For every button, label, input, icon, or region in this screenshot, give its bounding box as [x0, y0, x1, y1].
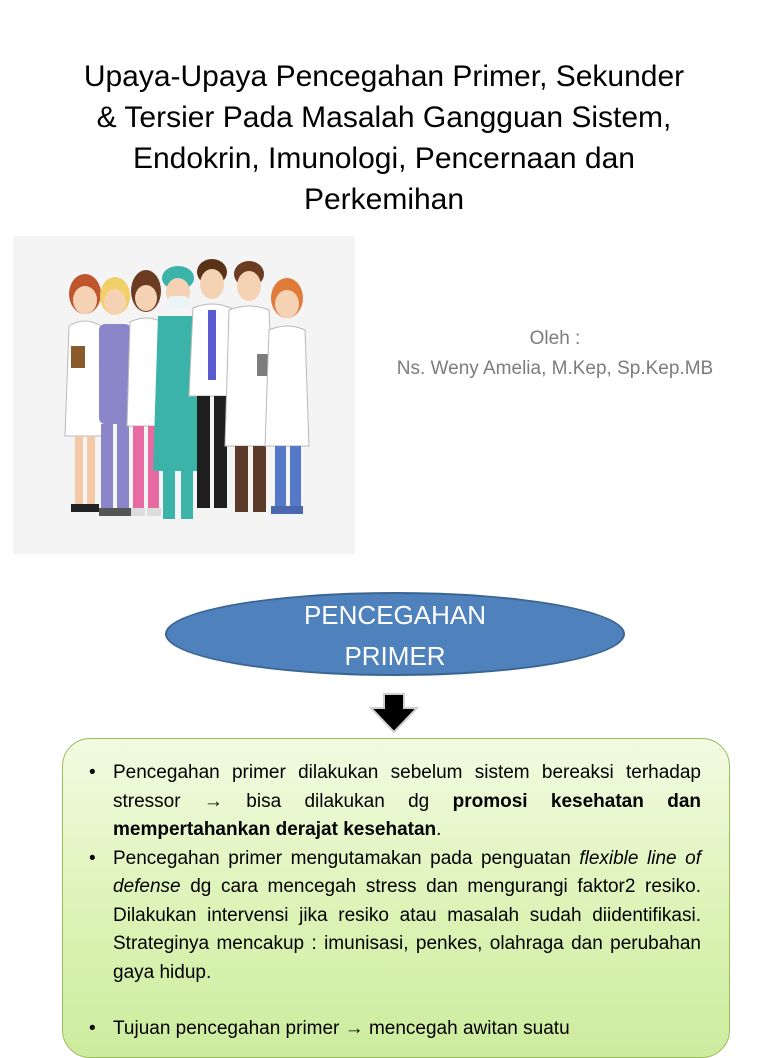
bullet-list: [63, 739, 729, 1044]
medical-team-image: [13, 236, 355, 554]
person-nurse-2: [99, 277, 131, 516]
slide-title-line: Perkemihan: [303, 183, 465, 216]
bullet-item: • Pencegahan primer mengutamakan pada penguatan flexible line of defense dg cara mencegah stress dan mengurangi faktor2 resiko. Dilakukan intervensi jika resiko atau masalah sudah diidentifikasi. Strateginya mencakup : imunisasi, penkes, olahraga dan perubahan gaya hidup.: [113, 845, 701, 988]
oval-line: PRIMER: [344, 641, 446, 671]
slide-title-line: Endokrin, Imunologi, Pencernaan dan: [132, 142, 635, 175]
slide-title-line: Upaya-Upaya Pencegahan Primer, Sekunder: [83, 60, 685, 93]
author-name: Ns. Weny Amelia, M.Kep, Sp.Kep.MB: [396, 358, 714, 379]
bullet-item: • Pencegahan primer dilakukan sebelum sistem bereaksi terhadap stressor → bisa dilakukan dg promosi kesehatan dan mempertahankan derajat kesehatan.: [113, 759, 701, 845]
person-doctor-7: [265, 278, 309, 514]
byline-label: Oleh :: [529, 328, 581, 349]
section-heading-oval: [165, 592, 625, 676]
medical-team-illustration: [13, 236, 355, 554]
content-box: [62, 738, 730, 1058]
author-byline: [360, 324, 750, 384]
bullet-item: • Tujuan pencegahan primer → mencegah awitan suatu: [113, 1015, 701, 1044]
down-arrow-icon: [368, 692, 420, 734]
slide-title: [30, 56, 738, 220]
slide-title-line: & Tersier Pada Masalah Gangguan Sistem,: [96, 101, 672, 134]
oval-line: PENCEGAHAN: [303, 600, 487, 630]
